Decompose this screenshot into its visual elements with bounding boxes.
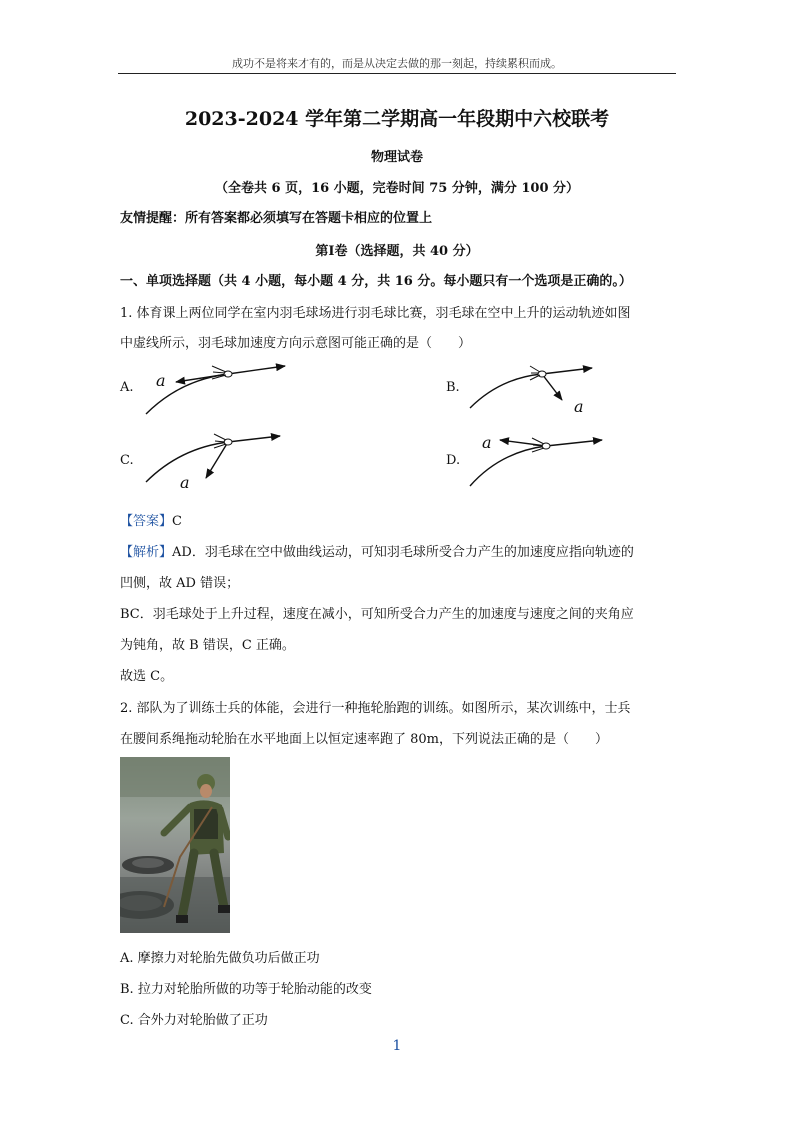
q1-option-b-label: B.: [446, 380, 460, 395]
q1-stem-line-1: 1. 体育课上两位同学在室内羽毛球场进行羽毛球比赛，羽毛球在空中上升的运动轨迹如图: [120, 306, 631, 321]
header-rule: [118, 73, 676, 74]
q2-option-b: B. 拉力对轮胎所做的功等于轮胎动能的改变: [120, 982, 372, 997]
q2-stem-line-1: 2. 部队为了训练士兵的体能，会进行一种拖轮胎跑的训练。如图所示，某次训练中，士兵: [120, 701, 631, 716]
q1-analysis-line-1: [120, 541, 634, 560]
section-title: 一、单项选择题（共 4 小题，每小题 4 分，共 16 分。每小题只有一个选项是正确的。）: [120, 274, 632, 289]
q1-option-b-diagram: [466, 358, 606, 418]
header-quote: 成功不是将来才有的，而是从决定去做的那一刻起，持续累积而成。: [232, 57, 562, 70]
q1-option-d-label: D.: [446, 453, 461, 468]
q2-option-a: A. 摩擦力对轮胎先做负功后做正功: [120, 951, 320, 966]
exam-info: （全卷共 6 页，16 小题，完卷时间 75 分钟，满分 100 分）: [214, 181, 580, 196]
q1-analysis-line-3: BC．羽毛球处于上升过程，速度在减小，可知所受合力产生的加速度与速度之间的夹角应: [120, 607, 634, 622]
soldier-tire-photo: [120, 757, 230, 933]
q1-stem-line-2: 中虚线所示，羽毛球加速度方向示意图可能正确的是（ ）: [120, 336, 472, 351]
q1-option-d-accel-label: a: [482, 433, 492, 452]
exam-title: 2023-2024 学年第二学期高一年段期中六校联考: [184, 108, 610, 130]
exam-reminder: 友情提醒：所有答案都必须填写在答题卡相应的位置上: [120, 211, 433, 226]
q1-option-b-accel-label: a: [574, 397, 584, 416]
q1-option-c-diagram: [140, 428, 290, 494]
q1-answer: [120, 510, 182, 529]
analysis-text-1: AD．羽毛球在空中做曲线运动，可知羽毛球所受合力产生的加速度应指向轨迹的: [172, 545, 634, 560]
q1-option-c-label: C.: [120, 453, 134, 468]
answer-value: C: [172, 514, 182, 529]
analysis-tag: 【解析】: [120, 545, 173, 560]
q1-analysis-line-5: 故选 C。: [120, 669, 174, 684]
q1-option-d-diagram: [466, 428, 616, 490]
q1-option-a-diagram: [140, 358, 300, 422]
q1-analysis-line-4: 为钝角，故 B 错误，C 正确。: [120, 638, 295, 653]
q1-option-a-accel-label: a: [156, 371, 166, 390]
q1-option-a-label: A.: [120, 380, 134, 395]
exam-subtitle: 物理试卷: [370, 150, 423, 165]
part-title: 第Ⅰ卷（选择题，共 40 分）: [315, 244, 479, 259]
q1-option-c-accel-label: a: [180, 473, 190, 492]
q2-option-c: C. 合外力对轮胎做了正功: [120, 1013, 268, 1028]
q1-analysis-line-2: 凹侧，故 AD 错误；: [120, 576, 240, 591]
page-number: 1: [392, 1038, 402, 1054]
answer-tag: 【答案】: [120, 514, 173, 529]
q2-stem-line-2: 在腰间系绳拖动轮胎在水平地面上以恒定速率跑了 80m，下列说法正确的是（ ）: [120, 732, 609, 747]
